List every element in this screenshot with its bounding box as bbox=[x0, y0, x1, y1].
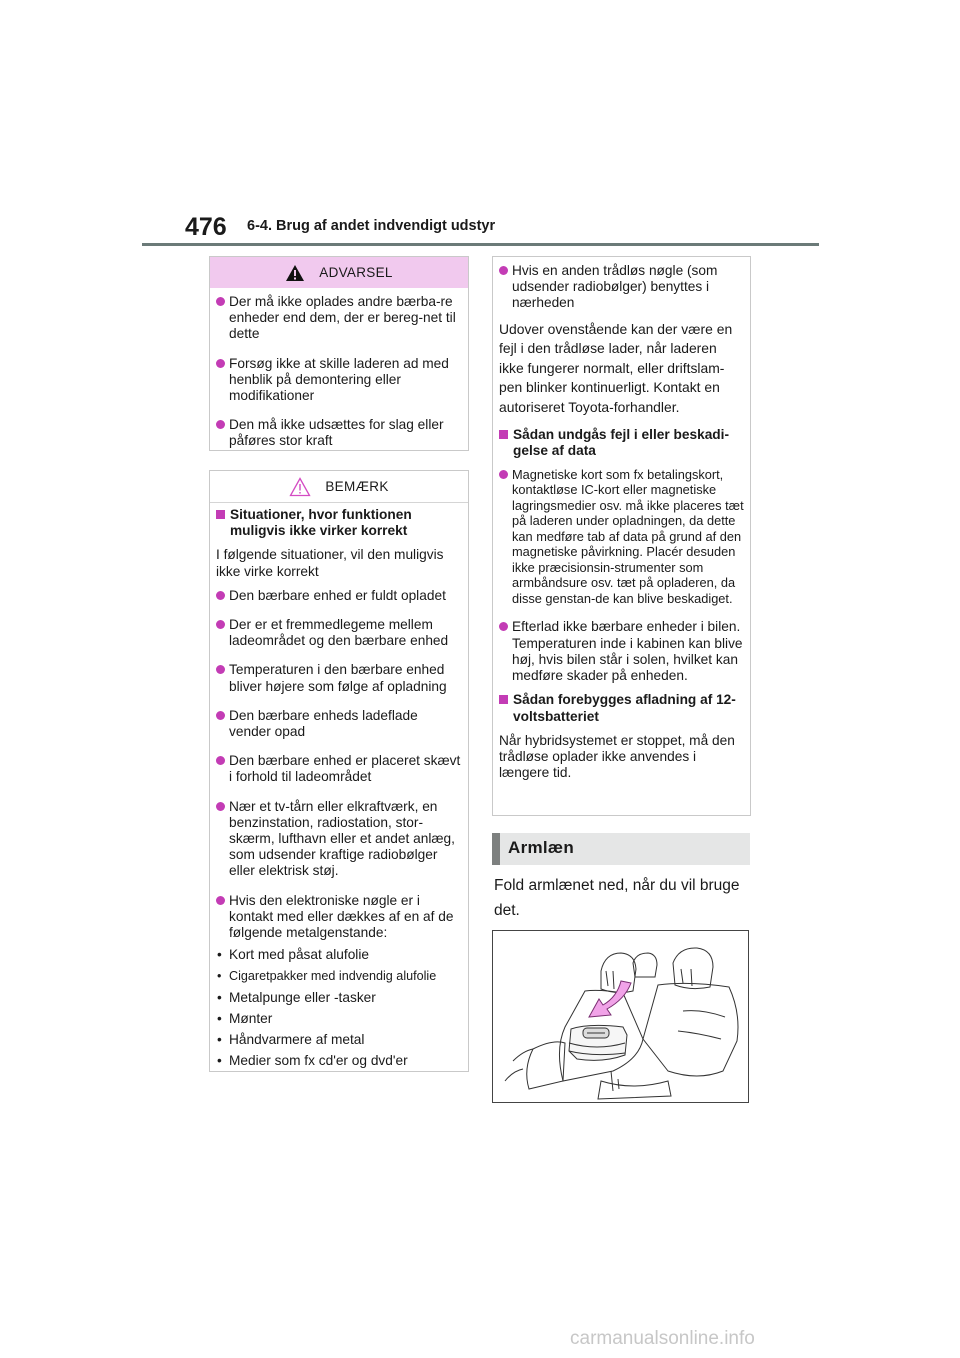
header-rule bbox=[142, 243, 819, 246]
warning-header bbox=[210, 257, 468, 288]
note-subitem: • Kort med påsat alufolie bbox=[216, 947, 462, 963]
note-item: Efterlad ikke bærbare enheder i bilen. Temperaturen inde i kabinen kan blive høj, hvis bilen står i solen, hvilket kan medføre skader på enheden. bbox=[499, 619, 744, 684]
note-heading: Sådan undgås fejl i eller beskadi-gelse af data bbox=[499, 427, 744, 459]
note-subitem: • Metalpunge eller -tasker bbox=[216, 990, 462, 1006]
armrest-illustration bbox=[492, 930, 749, 1103]
section-heading: Armlæn bbox=[508, 838, 575, 857]
note-item: Hvis den elektroniske nøgle er i kontakt med eller dækkes af en af de følgende metalgenstande: bbox=[216, 893, 462, 942]
note-item: Magnetiske kort som fx betalingskort, kontaktløse IC-kort eller magnetiske lagringsmedier osv. må ikke placeres tæt på laderen under opladningen, da dette kan medføre tab af data på grund af den magnetiske påvirkning. Placér desuden ikke præcisionsin-strumenter som armbåndsure osv. tæt på opladeren, da disse genstan-de kan blive beskadiget. bbox=[499, 467, 744, 607]
note-item: Den bærbare enhed er fuldt opladet bbox=[216, 588, 462, 604]
note-item: Hvis en anden trådløs nøgle (som udsender radiobølger) benyttes i nærheden bbox=[499, 263, 744, 312]
section-heading-bar bbox=[492, 833, 750, 865]
note-item: Temperaturen i den bærbare enhed bliver højere som følge af opladning bbox=[216, 662, 462, 694]
note-item: Der er et fremmedlegeme mellem ladeområdet og den bærbare enhed bbox=[216, 617, 462, 649]
note-subitem: • Medier som fx cd'er og dvd'er bbox=[216, 1053, 462, 1069]
rear-seat-armrest-drawing bbox=[493, 931, 748, 1102]
warning-triangle-icon bbox=[285, 264, 305, 282]
note-subitem: • Cigaretpakker med indvendig alufolie bbox=[216, 968, 462, 984]
warning-item: Forsøg ikke at skille laderen ad med henblik på demontering eller modifikationer bbox=[216, 356, 462, 405]
warning-box bbox=[209, 256, 469, 451]
note-heading: Sådan forebygges afladning af 12-voltsbatteriet bbox=[499, 692, 744, 724]
note-box bbox=[209, 470, 469, 1072]
note-subitem: • Håndvarmere af metal bbox=[216, 1032, 462, 1048]
note-title: BEMÆRK bbox=[325, 479, 389, 494]
armrest-instruction: Fold armlænet ned, når du vil bruge det. bbox=[494, 877, 740, 919]
warning-title: ADVARSEL bbox=[319, 265, 393, 280]
section-title: 6-4. Brug af andet indvendigt udstyr bbox=[247, 218, 496, 234]
caution-triangle-outline-icon bbox=[289, 477, 311, 497]
note-heading: Situationer, hvor funktionen muligvis ikke virker korrekt bbox=[216, 507, 462, 539]
note-continued-box bbox=[492, 256, 751, 816]
note-paragraph: Når hybridsystemet er stoppet, må den trådløse oplader ikke anvendes i længere tid. bbox=[499, 732, 735, 781]
note-header bbox=[210, 471, 468, 503]
note-subitem: • Mønter bbox=[216, 1011, 462, 1027]
note-item: Den bærbare enhed er placeret skævt i forhold til ladeområdet bbox=[216, 753, 462, 785]
note-paragraph: Udover ovenstående kan der være en fejl i den trådløse lader, når laderen ikke fungerer normalt, eller driftslam-pen blinker kontinuerligt. Kontakt en autoriseret Toyota-forhandler. bbox=[499, 320, 733, 415]
note-item: Nær et tv-tårn eller elkraftværk, en benzinstation, radiostation, stor-skærm, lufthavn eller et andet anlæg, som udsender kraftige radiobølger eller elektrisk støj. bbox=[216, 799, 462, 880]
warning-item: Den må ikke udsættes for slag eller påføres stor kraft bbox=[216, 417, 462, 449]
watermark: carmanualsonline.info bbox=[570, 1328, 755, 1349]
page-number: 476 bbox=[185, 213, 227, 241]
warning-item: Der må ikke oplades andre bærba-re enheder end dem, der er bereg-net til dette bbox=[216, 294, 462, 343]
note-intro: I følgende situationer, vil den muligvis ikke virke korrekt bbox=[216, 547, 444, 579]
note-item: Den bærbare enheds ladeflade vender opad bbox=[216, 708, 462, 740]
